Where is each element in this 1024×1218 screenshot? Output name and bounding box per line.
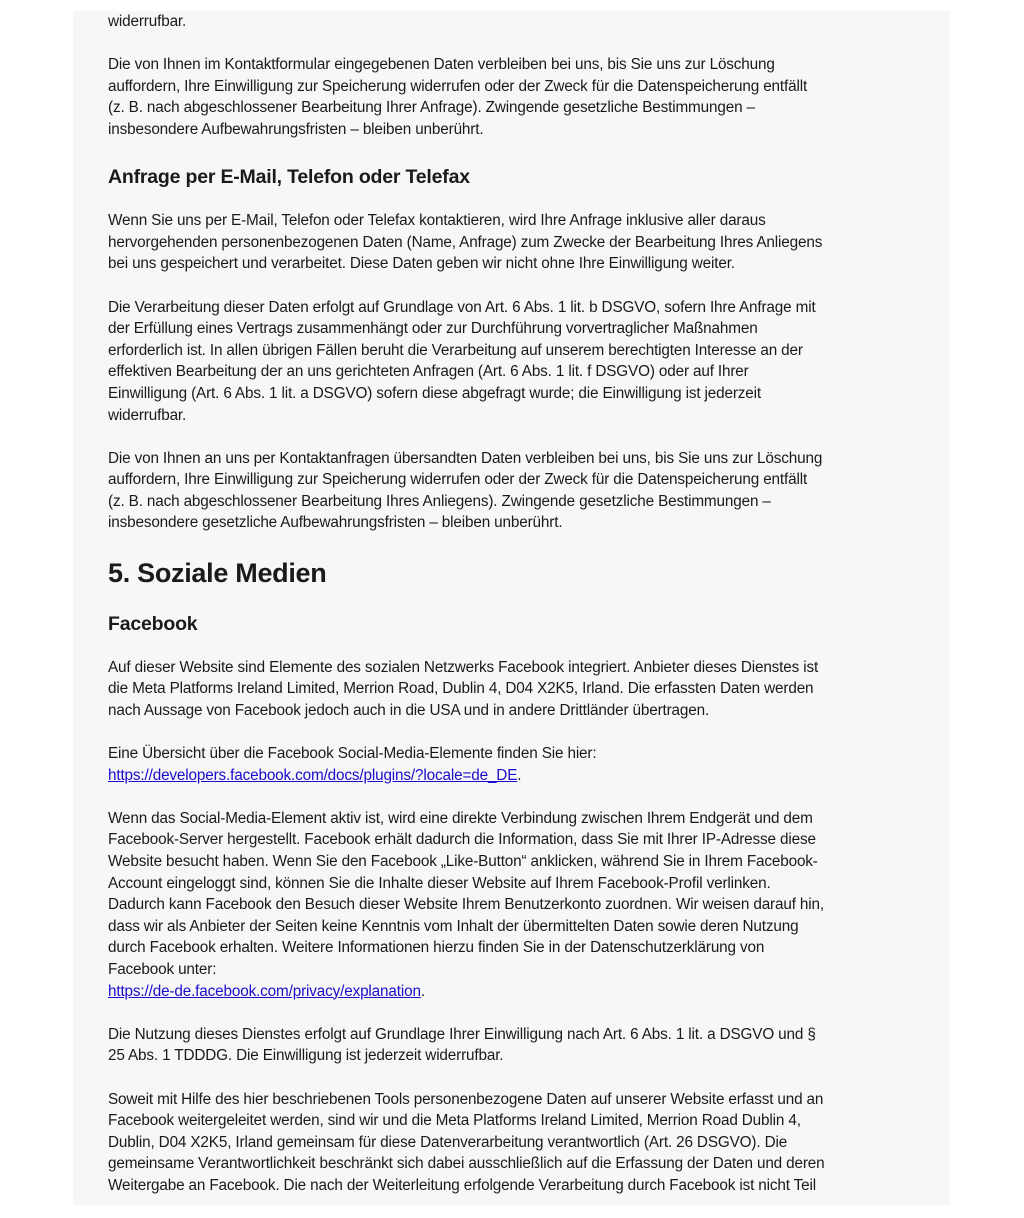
text-line: Wenn Sie uns per E-Mail, Telefon oder Telefax kontaktieren, wird Ihre Anfrage inklusive aller daraus	[108, 212, 766, 230]
text-line: Facebook weitergeleitet werden, sind wir und die Meta Platforms Ireland Limited, Merrion Road Dublin 4,	[108, 1112, 801, 1130]
text-line: Dublin, D04 X2K5, Irland gemeinsam für diese Datenverarbeitung verantwortlich (Art. 26 DSGVO). Die	[108, 1133, 788, 1151]
text-line: widerrufbar.	[108, 13, 187, 30]
text-line: Facebook-Server hergestellt. Facebook erhält dadurch die Information, dass Sie mit Ihrer IP-Adresse diese	[108, 831, 816, 849]
text-line: Wenn das Social-Media-Element aktiv ist, wird eine direkte Verbindung zwischen Ihrem Endgerät und dem	[108, 809, 813, 827]
privacy-policy-content	[108, 11, 938, 1218]
text-line: Einwilligung (Art. 6 Abs. 1 lit. a DSGVO) sofern diese abgefragt wurde; die Einwilligung ist jederzeit	[108, 384, 761, 402]
paragraph	[108, 448, 938, 534]
text-line: 25 Abs. 1 TDDDG. Die Einwilligung ist jederzeit widerrufbar.	[108, 1047, 504, 1065]
paragraph	[108, 210, 938, 275]
text-line: Account eingeloggt sind, können Sie die Inhalte dieser Website auf Ihrem Facebook-Profil verlinken.	[108, 874, 771, 892]
text-line: Die Verarbeitung dieser Daten erfolgt auf Grundlage von Art. 6 Abs. 1 lit. b DSGVO, sofern Ihre Anfrage mit	[108, 298, 816, 316]
text-line: Soweit mit Hilfe des hier beschriebenen Tools personenbezogene Daten auf unserer Website erfasst und an	[108, 1090, 824, 1108]
external-link[interactable]: https://developers.facebook.com/docs/plugins/?locale=de_DE	[108, 766, 518, 784]
text-line: Eine Übersicht über die Facebook Social-Media-Elemente finden Sie hier:	[108, 745, 597, 763]
text-line: auffordern, Ihre Einwilligung zur Speicherung widerrufen oder der Zweck für die Datenspeicherung entfällt	[108, 471, 808, 489]
text-line: Auf dieser Website sind Elemente des sozialen Netzwerks Facebook integriert. Anbieter dieses Dienstes ist	[108, 658, 819, 676]
text-line: auffordern, Ihre Einwilligung zur Speicherung widerrufen oder der Zweck für die Datenspeicherung entfällt	[108, 77, 808, 95]
text-line: nach Aussage von Facebook jedoch auch in die USA und in andere Drittländer übertragen.	[108, 701, 710, 719]
text-line: erforderlich ist. In allen übrigen Fällen beruht die Verarbeitung auf unserem berechtigten Interesse an der	[108, 341, 803, 359]
paragraph	[108, 657, 938, 722]
text-line: Facebook unter:	[108, 960, 217, 978]
paragraph	[108, 297, 938, 427]
paragraph	[108, 743, 938, 786]
text-line: Website besucht haben. Wenn Sie den Facebook „Like-Button“ anklicken, während Sie in Ihrem Facebook-	[108, 853, 818, 870]
text-line: die Meta Platforms Ireland Limited, Merrion Road, Dublin 4, D04 X2K5, Irland. Die erfassten Daten werden	[108, 680, 814, 698]
text-line: bei uns gespeichert und verarbeitet. Diese Daten geben wir nicht ohne Ihre Einwilligung weiter.	[108, 255, 735, 273]
link-suffix: .	[517, 766, 522, 784]
text-line: insbesondere Aufbewahrungsfristen – bleiben unberührt.	[108, 120, 484, 138]
text-line: (z. B. nach abgeschlossener Bearbeitung Ihres Anliegens). Zwingende gesetzliche Bestimmungen –	[108, 492, 771, 510]
text-line: Die Nutzung dieses Dienstes erfolgt auf Grundlage Ihrer Einwilligung nach Art. 6 Abs. 1 lit. a DSGVO und §	[108, 1025, 816, 1043]
text-line: hervorgehenden personenbezogenen Daten (Name, Anfrage) zum Zwecke der Bearbeitung Ihres Anliegens	[108, 233, 823, 251]
link-line	[108, 981, 938, 1003]
subsection-heading: Anfrage per E-Mail, Telefon oder Telefax	[108, 166, 470, 189]
text-line: widerrufbar.	[108, 406, 187, 424]
paragraph	[108, 808, 938, 1002]
paragraph	[108, 1024, 938, 1067]
content-panel	[73, 11, 950, 1205]
link-suffix: .	[420, 982, 425, 1000]
text-line: gemeinsame Verantwortlichkeit beschränkt sich dabei ausschließlich auf die Erfassung der Daten und deren	[108, 1155, 825, 1173]
paragraph	[108, 54, 938, 140]
paragraph	[108, 1089, 938, 1197]
external-link[interactable]: https://de-de.facebook.com/privacy/explanation	[108, 982, 421, 1000]
link-line	[108, 765, 938, 787]
paragraph	[108, 11, 938, 33]
text-line: (z. B. nach abgeschlossener Bearbeitung Ihrer Anfrage). Zwingende gesetzliche Bestimmungen –	[108, 99, 755, 117]
text-line: insbesondere gesetzliche Aufbewahrungsfristen – bleiben unberührt.	[108, 514, 563, 532]
text-line: effektiven Bearbeitung der an uns gerichteten Anfragen (Art. 6 Abs. 1 lit. f DSGVO) oder auf Ihrer	[108, 363, 749, 381]
text-line: Dadurch kann Facebook den Besuch dieser Website Ihrem Benutzerkonto zuordnen. Wir weisen darauf hin,	[108, 896, 824, 914]
text-line: Die von Ihnen im Kontaktformular eingegebenen Daten verbleiben bei uns, bis Sie uns zur Löschung	[108, 56, 775, 74]
text-line: durch Facebook erhalten. Weitere Informationen hierzu finden Sie in der Datenschutzerklärung von	[108, 939, 765, 957]
text-line: Weitergabe an Facebook. Die nach der Weiterleitung erfolgende Verarbeitung durch Facebook ist nicht Teil	[108, 1176, 817, 1194]
text-line: dass wir als Anbieter der Seiten keine Kenntnis vom Inhalt der übermittelten Daten sowie deren Nutzung	[108, 917, 799, 935]
text-line: der Erfüllung eines Vertrags zusammenhängt oder zur Durchführung vorvertraglicher Maßnahmen	[108, 320, 758, 338]
subsection-heading: Facebook	[108, 612, 198, 635]
section-heading: 5. Soziale Medien	[108, 557, 327, 588]
text-line: Die von Ihnen an uns per Kontaktanfragen übersandten Daten verbleiben bei uns, bis Sie uns zur Löschung	[108, 449, 823, 467]
